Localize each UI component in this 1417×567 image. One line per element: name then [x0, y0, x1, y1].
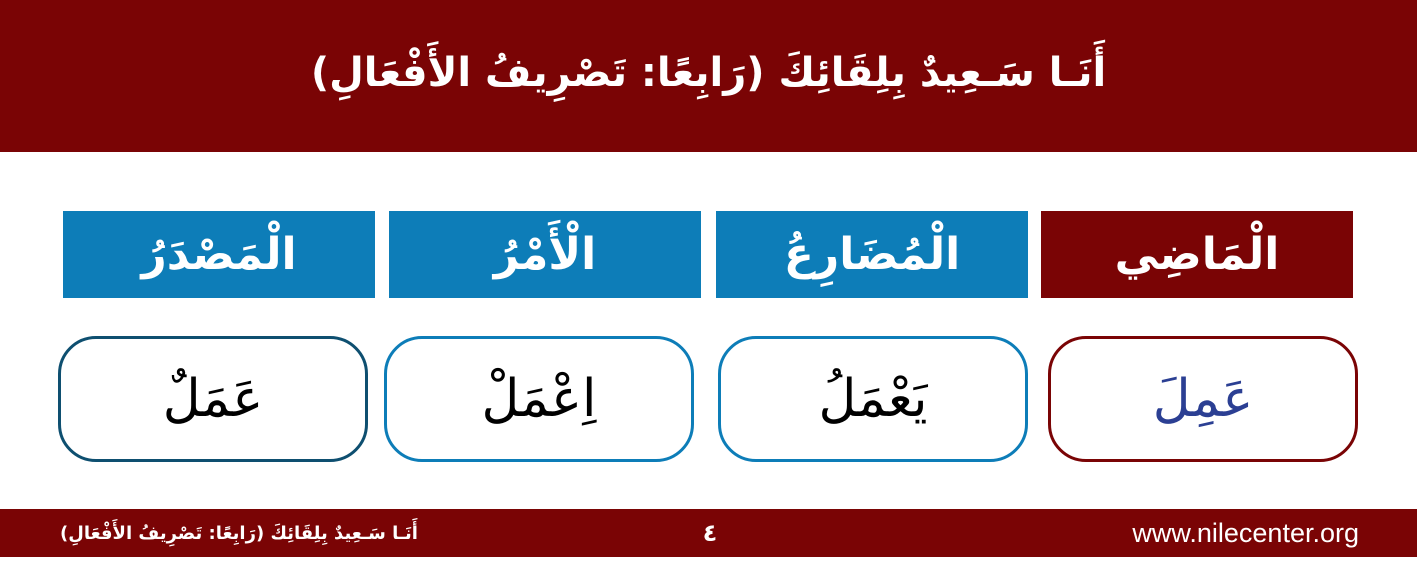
page-number: ٤	[702, 519, 718, 547]
column-header-mudari: الْمُضَارِعُ	[716, 211, 1028, 298]
column-header-madi: الْمَاضِي	[1041, 211, 1353, 298]
word-box-amr	[384, 336, 694, 462]
word-box-masdar	[58, 336, 368, 462]
column-header-masdar: الْمَصْدَرُ	[63, 211, 375, 298]
word-box-madi	[1048, 336, 1358, 462]
website-link[interactable]: www.nilecenter.org	[1132, 517, 1359, 548]
footer-bar	[0, 509, 1417, 557]
word-madi: عَمِلَ	[1152, 369, 1254, 429]
word-masdar: عَمَلٌ	[162, 369, 264, 429]
word-box-mudari	[718, 336, 1028, 462]
page-title: أَنَـا سَـعِيدٌ بِلِقَائِكَ (رَابِعًا: تَصْرِيفُ الأَفْعَالِ)	[310, 50, 1107, 96]
word-amr: اِعْمَلْ	[481, 369, 597, 429]
footer-title: أَنَـا سَـعِيدٌ بِلِقَائِكَ (رَابِعًا: تَصْرِيفُ الأَفْعَالِ)	[60, 522, 418, 544]
column-header-amr: الْأَمْرُ	[389, 211, 701, 298]
header-bar	[0, 0, 1417, 152]
word-mudari: يَعْمَلُ	[818, 369, 928, 429]
